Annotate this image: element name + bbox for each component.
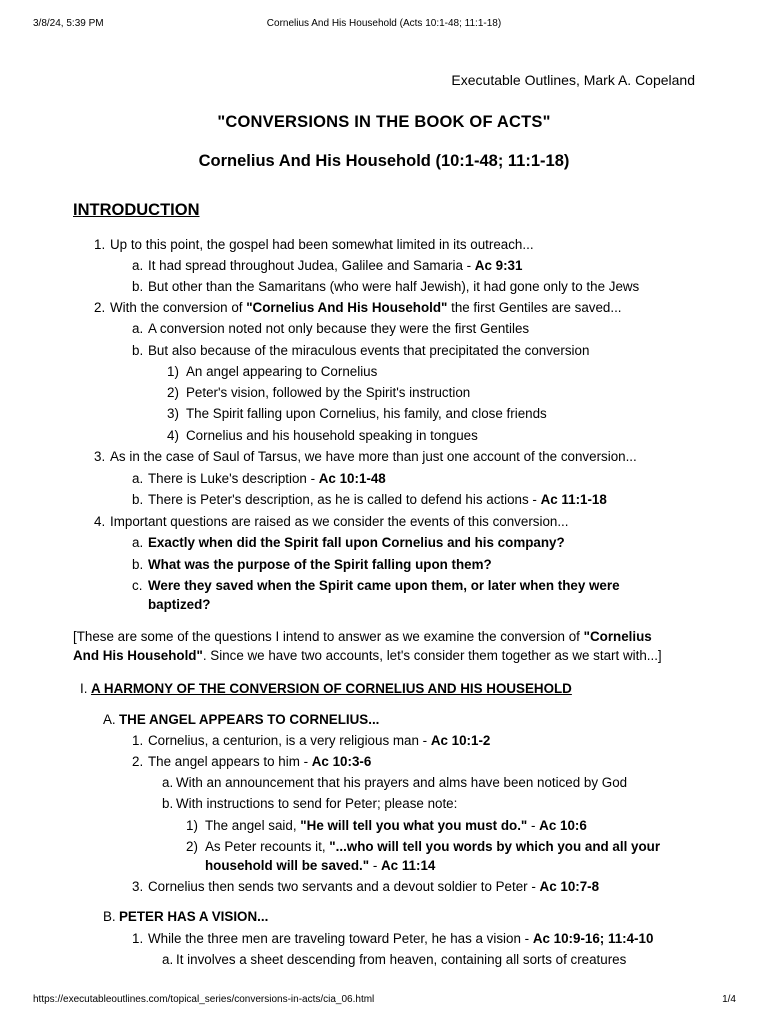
print-doc-title: Cornelius And His Household (Acts 10:1-48; 11:1-18) bbox=[266, 18, 502, 29]
outline-marker: 1) bbox=[167, 364, 179, 379]
outline-line bbox=[148, 534, 565, 552]
outline-line bbox=[205, 857, 435, 875]
outline-line bbox=[148, 470, 386, 488]
outline-line bbox=[186, 405, 547, 423]
outline-text: But other than the Samaritans (who were half Jewish), it had gone only to the Jews bbox=[148, 279, 640, 294]
outline-marker: a. bbox=[132, 258, 144, 273]
outline-marker: 4) bbox=[167, 428, 179, 443]
outline-line bbox=[119, 711, 379, 729]
emphasis-text: Ac 11:14 bbox=[381, 858, 436, 873]
outline-text: It had spread throughout Judea, Galilee and Samaria - bbox=[148, 258, 475, 273]
outline-line bbox=[110, 448, 637, 466]
outline-line bbox=[205, 838, 660, 856]
outline-text: With the conversion of bbox=[110, 300, 247, 315]
emphasis-text: A HARMONY OF THE CONVERSION OF CORNELIUS AND HIS HOUSEHOLD bbox=[91, 681, 572, 696]
outline-line bbox=[148, 930, 653, 948]
outline-text: Important questions are raised as we consider the events of this conversion... bbox=[110, 514, 569, 529]
outline-marker: b. bbox=[132, 279, 144, 294]
emphasis-text: "He will tell you what you must do." bbox=[300, 818, 528, 833]
outline-line bbox=[186, 427, 478, 445]
outline-line bbox=[148, 753, 371, 771]
outline-marker: 1. bbox=[132, 931, 144, 946]
outline-marker: a. bbox=[162, 952, 174, 967]
outline-marker: a. bbox=[132, 535, 144, 550]
outline-line bbox=[91, 680, 572, 698]
outline-text: - bbox=[369, 858, 382, 873]
outline-marker: 2) bbox=[186, 839, 198, 854]
emphasis-text: baptized? bbox=[148, 597, 211, 612]
outline-text: the first Gentiles are saved... bbox=[447, 300, 622, 315]
outline-marker: 3. bbox=[94, 449, 106, 464]
emphasis-text: Ac 10:3-6 bbox=[311, 754, 372, 769]
outline-text: There is Peter's description, as he is called to defend his actions - bbox=[148, 492, 541, 507]
emphasis-text: THE ANGEL APPEARS TO CORNELIUS... bbox=[119, 712, 380, 727]
outline-marker: A. bbox=[103, 712, 116, 727]
outline-marker: b. bbox=[132, 343, 144, 358]
emphasis-text: Ac 10:9-16; 11:4-10 bbox=[532, 931, 654, 946]
outline-text: . Since we have two accounts, let's consider them together as we start with...] bbox=[202, 648, 662, 663]
outline-text: The Spirit falling upon Cornelius, his family, and close friends bbox=[186, 406, 547, 421]
outline-text: [These are some of the questions I intend to answer as we examine the conversion of bbox=[73, 629, 584, 644]
outline-line bbox=[186, 384, 470, 402]
outline-line bbox=[148, 278, 639, 296]
emphasis-text: household will be saved." bbox=[205, 858, 370, 873]
outline-text: It involves a sheet descending from heaven, containing all sorts of creatures bbox=[176, 952, 627, 967]
outline-line bbox=[176, 795, 457, 813]
outline-text: - bbox=[527, 818, 540, 833]
outline-marker: b. bbox=[132, 557, 144, 572]
outline-marker: c. bbox=[132, 578, 143, 593]
emphasis-text: Ac 10:1-48 bbox=[318, 471, 386, 486]
introduction-heading: INTRODUCTION bbox=[73, 201, 200, 219]
lesson-title: Cornelius And His Household (10:1-48; 11:1-18) bbox=[198, 152, 570, 170]
outline-line bbox=[148, 556, 492, 574]
emphasis-text: PETER HAS A VISION... bbox=[119, 909, 269, 924]
emphasis-text: "...who will tell you words by which you and all your bbox=[329, 839, 661, 854]
outline-line bbox=[148, 732, 490, 750]
outline-marker: a. bbox=[132, 471, 144, 486]
outline-text: Cornelius, a centurion, is a very religious man - bbox=[148, 733, 431, 748]
outline-text: With an announcement that his prayers and alms have been noticed by God bbox=[176, 775, 628, 790]
outline-marker: 2) bbox=[167, 385, 179, 400]
emphasis-text: Were they saved when the Spirit came upon them, or later when they were bbox=[148, 578, 620, 593]
emphasis-text: And His Household" bbox=[73, 648, 203, 663]
outline-marker: I. bbox=[80, 681, 88, 696]
outline-text: There is Luke's description - bbox=[148, 471, 319, 486]
outline-text: Up to this point, the gospel had been somewhat limited in its outreach... bbox=[110, 237, 534, 252]
emphasis-text: What was the purpose of the Spirit falling upon them? bbox=[148, 557, 492, 572]
outline-text: Peter's vision, followed by the Spirit's instruction bbox=[186, 385, 471, 400]
outline-text: The angel appears to him - bbox=[148, 754, 312, 769]
outline-line bbox=[176, 774, 627, 792]
outline-line bbox=[186, 363, 377, 381]
outline-line bbox=[176, 951, 626, 969]
outline-text: While the three men are traveling toward Peter, he has a vision - bbox=[148, 931, 533, 946]
outline-line bbox=[148, 596, 211, 614]
print-datetime: 3/8/24, 5:39 PM bbox=[33, 18, 104, 29]
outline-line bbox=[73, 628, 652, 646]
outline-text: A conversion noted not only because they were the first Gentiles bbox=[148, 321, 530, 336]
emphasis-text: Ac 10:7-8 bbox=[539, 879, 600, 894]
outline-line bbox=[148, 320, 529, 338]
outline-marker: 3. bbox=[132, 879, 144, 894]
outline-marker: a. bbox=[162, 775, 174, 790]
outline-text: Cornelius then sends two servants and a devout soldier to Peter - bbox=[148, 879, 540, 894]
outline-line bbox=[148, 491, 607, 509]
outline-line bbox=[110, 299, 622, 317]
outline-text: With instructions to send for Peter; please note: bbox=[176, 796, 458, 811]
outline-line bbox=[110, 513, 569, 531]
emphasis-text: Ac 10:1-2 bbox=[430, 733, 491, 748]
outline-line bbox=[205, 817, 587, 835]
page-number: 1/4 bbox=[722, 994, 736, 1005]
outline-marker: 3) bbox=[167, 406, 179, 421]
outline-marker: 2. bbox=[94, 300, 106, 315]
outline-line bbox=[110, 236, 534, 254]
outline-marker: b. bbox=[162, 796, 174, 811]
outline-line bbox=[148, 257, 522, 275]
outline-text: The angel said, bbox=[205, 818, 301, 833]
outline-line bbox=[119, 908, 268, 926]
outline-line bbox=[73, 647, 662, 665]
emphasis-text: Ac 9:31 bbox=[474, 258, 523, 273]
outline-marker: 1) bbox=[186, 818, 198, 833]
outline-line bbox=[148, 878, 599, 896]
outline-marker: 4. bbox=[94, 514, 106, 529]
emphasis-text: "Cornelius bbox=[583, 629, 652, 644]
emphasis-text: Ac 10:6 bbox=[539, 818, 587, 833]
outline-line bbox=[148, 577, 620, 595]
outline-marker: B. bbox=[103, 909, 116, 924]
outline-marker: 2. bbox=[132, 754, 144, 769]
author-credit: Executable Outlines, Mark A. Copeland bbox=[451, 72, 695, 88]
print-url: https://executableoutlines.com/topical_series/conversions-in-acts/cia_06.html bbox=[33, 994, 375, 1005]
emphasis-text: "Cornelius And His Household" bbox=[246, 300, 448, 315]
outline-text: An angel appearing to Cornelius bbox=[186, 364, 378, 379]
series-title: "CONVERSIONS IN THE BOOK OF ACTS" bbox=[217, 113, 551, 131]
outline-marker: 1. bbox=[94, 237, 106, 252]
outline-text: Cornelius and his household speaking in tongues bbox=[186, 428, 478, 443]
outline-marker: a. bbox=[132, 321, 144, 336]
outline-marker: b. bbox=[132, 492, 144, 507]
outline-text: As Peter recounts it, bbox=[205, 839, 330, 854]
outline-line bbox=[148, 342, 589, 360]
outline-text: As in the case of Saul of Tarsus, we have more than just one account of the conversion... bbox=[110, 449, 637, 464]
outline-text: But also because of the miraculous events that precipitated the conversion bbox=[148, 343, 590, 358]
emphasis-text: Ac 11:1-18 bbox=[540, 492, 607, 507]
emphasis-text: Exactly when did the Spirit fall upon Cornelius and his company? bbox=[148, 535, 565, 550]
outline-marker: 1. bbox=[132, 733, 144, 748]
